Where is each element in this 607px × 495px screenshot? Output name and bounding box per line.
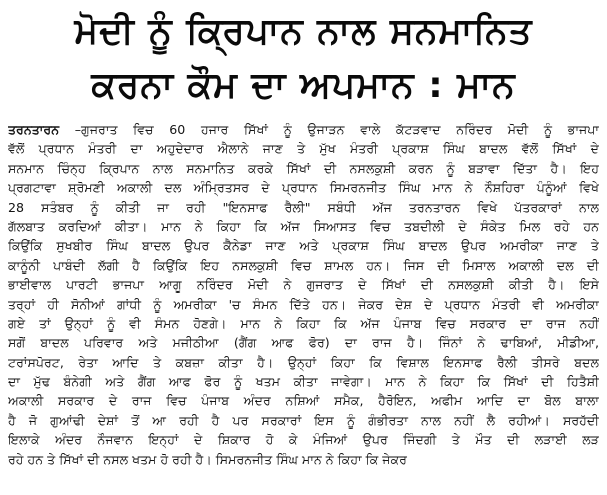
article-dateline: ਤਰਨਤਾਰਨ bbox=[8, 122, 60, 137]
article-line: ਭਾਈਵਾਲ ਪਾਰਟੀ ਭਾਜਪਾ ਆਗੂ ਨਰਿੰਦਰ ਮੋਦੀ ਨੇ ਗੁਜਰਾਤ ਦੇ ਸਿੱਖਾਂ ਦੀ ਨਸਲਕੁਸ਼ੀ ਕੀਤੀ ਹੈ। ਇਸੇ bbox=[8, 277, 599, 293]
article-line: ਦਾ ਮੁੱਢ ਬੰਨੇਗੀ ਅਤੇ ਗੈਂਗ ਆਫ ਫੋਰ ਨੂੰ ਖਤਮ ਕੀਤਾ ਜਾਵੇਗਾ। ਮਾਨ ਨੇ ਕਿਹਾ ਕਿ ਸਿੱਖਾਂ ਦੀ ਹਿਤੈਸ਼ੀ bbox=[8, 374, 599, 390]
article-line: ਅਕਾਲੀ ਸਰਕਾਰ ਦੇ ਰਾਜ ਵਿਚ ਪੰਜਾਬ ਅੰਦਰ ਨਸ਼ਿਆਂ ਸਮੈਕ, ਹੈਰੋਇਨ, ਅਫੀਮ ਆਦਿ ਦਾ ਬੋਲ ਬਾਲਾ bbox=[8, 393, 599, 409]
headline-line-1: ਮੋਦੀ ਨੂੰ ਕ੍ਰਿਪਾਨ ਨਾਲ ਸਨਮਾਨਿਤ bbox=[74, 11, 533, 52]
article-line: ਗੱਲਬਾਤ ਕਰਦਿਆਂ ਕੀਤਾ। ਮਾਨ ਨੇ ਕਿਹਾ ਕਿ ਅੱਜ ਸਿਆਸਤ ਵਿਚ ਤਬਦੀਲੀ ਦੇ ਸੰਕੇਤ ਮਿਲ ਰਹੇ ਹਨ bbox=[8, 218, 599, 234]
article-body bbox=[8, 120, 599, 469]
article-line: ਰਹੇ ਹਨ ਤੇ ਸਿੱਖਾਂ ਦੀ ਨਸਲ ਖਤਮ ਹੋ ਰਹੀ ਹੈ। ਸਿਮਰਨਜੀਤ ਸਿੰਘ ਮਾਨ ਨੇ ਕਿਹਾ ਕਿ ਜੇਕਰ bbox=[8, 451, 407, 467]
article-line: ਟਰਾਂਸਪੋਰਟ, ਰੇਤਾ ਆਦਿ ਤੇ ਕਬਜ਼ਾ ਕੀਤਾ ਹੈ। ਉਨ੍ਹਾਂ ਕਿਹਾ ਕਿ ਵਿਸ਼ਾਲ ਇਨਸਾਫ ਰੈਲੀ ਤੀਸਰੇ ਬਦਲ bbox=[8, 354, 599, 370]
article-line bbox=[8, 120, 599, 139]
article-line: ਇਲਾਕੇ ਅੰਦਰ ਨੌਜਵਾਨ ਇਨ੍ਹਾਂ ਦੇ ਸ਼ਿਕਾਰ ਹੋ ਕੇ ਮੰਜਿਆਂ ਉਪਰ ਜਿੰਦਗੀ ਤੇ ਮੌਤ ਦੀ ਲੜਾਈ ਲੜ bbox=[8, 432, 599, 448]
article-line: ਸਨਮਾਨ ਚਿੰਨ੍ਹ ਕ੍ਰਿਪਾਨ ਨਾਲ ਸਨਮਾਨਿਤ ਕਰਕੇ ਸਿੱਖਾਂ ਦੀ ਨਸਲਕੁਸ਼ੀ ਕਰਨ ਨੂੰ ਬੜਾਵਾ ਦਿੱਤਾ ਹੈ। ਇਹ bbox=[8, 160, 599, 176]
article-line: 28 ਸਤੰਬਰ ਨੂੰ ਕੀਤੀ ਜਾ ਰਹੀ "ਇਨਸਾਫ ਰੈਲੀ" ਸਬੰਧੀ ਅੱਜ ਤਰਨਤਾਰਨ ਵਿਖੇ ਪੱਤਰਕਾਰਾਂ ਨਾਲ bbox=[8, 199, 599, 215]
article-line: ਹੈ ਜੋ ਗੁਆਂਢੀ ਦੇਸ਼ਾਂ ਤੋਂ ਆ ਰਹੀ ਹੈ ਪਰ ਸਰਕਾਰਾਂ ਇਸ ਨੂੰ ਗੰਭੀਰਤਾ ਨਾਲ ਨਹੀਂ ਲੈ ਰਹੀਆਂ। ਸਰਹੱਦੀ bbox=[8, 412, 599, 428]
headline-line-2: ਕਰਨਾ ਕੌਮ ਦਾ ਅਪਮਾਨ : ਮਾਨ bbox=[91, 65, 516, 106]
article-headline bbox=[8, 6, 599, 114]
article-line: ਗਏ ਤਾਂ ਉਨ੍ਹਾਂ ਨੂੰ ਵੀ ਸੰਮਨ ਹੋਣਗੇ। ਮਾਨ ਨੇ ਕਿਹਾ ਕਿ ਅੱਜ ਪੰਜਾਬ ਵਿਚ ਸਰਕਾਰ ਦਾ ਰਾਜ ਨਹੀਂ bbox=[8, 315, 599, 331]
article-line: ਕਿਉਂਕਿ ਸੁਖਬੀਰ ਸਿੰਘ ਬਾਦਲ ਉਪਰ ਕੈਨੇਡਾ ਜਾਣ ਅਤੇ ਪ੍ਰਕਾਸ਼ ਸਿੰਘ ਬਾਦਲ ਉਪਰ ਅਮਰੀਕਾ ਜਾਣ ਤੇ bbox=[8, 238, 599, 254]
article-line: ਕਾਨੂੰਨੀ ਪਾਬੰਦੀ ਲੱਗੀ ਹੈ ਕਿਉਂਕਿ ਇਹ ਨਸਲਕੁਸ਼ੀ ਵਿਚ ਸ਼ਾਮਲ ਹਨ। ਜਿਸ ਦੀ ਮਿਸਾਲ ਅਕਾਲੀ ਦਲ ਦੀ bbox=[8, 257, 599, 273]
article-line: ਵੱਲੋਂ ਪ੍ਰਧਾਨ ਮੰਤਰੀ ਦਾ ਅਹੁਦੇਦਾਰ ਐਲਾਨੇ ਜਾਣ ਤੇ ਮੁੱਖ ਮੰਤਰੀ ਪ੍ਰਕਾਸ਼ ਸਿੰਘ ਬਾਦਲ ਵੱਲੋਂ ਸਿੱਖਾਂ ਦੇ bbox=[8, 141, 599, 157]
article-line: ਸਗੋਂ ਬਾਦਲ ਪਰਿਵਾਰ ਅਤੇ ਮਜੀਠੀਆ (ਗੈਂਗ ਆਫ ਫੋਰ) ਦਾ ਰਾਜ ਹੈ। ਜਿੰਨਾਂ ਨੇ ਢਾਬਿਆਂ, ਮੀਡੀਆ, bbox=[8, 335, 599, 351]
article-first-line-text: –ਗੁਜਰਾਤ ਵਿਚ 60 ਹਜਾਰ ਸਿੱਖਾਂ ਨੂੰ ਉਜਾੜਨ ਵਾਲੇ ਕੱਟੜਵਾਦ ਨਰਿੰਦਰ ਮੋਦੀ ਨੂੰ ਭਾਜਪਾ bbox=[59, 122, 599, 137]
article-line: ਪ੍ਰਗਟਾਵਾ ਸ਼੍ਰੋਮਣੀ ਅਕਾਲੀ ਦਲ ਅੰਮ੍ਰਿਤਸਰ ਦੇ ਪ੍ਰਧਾਨ ਸਿਮਰਨਜੀਤ ਸਿੰਘ ਮਾਨ ਨੇ ਨੌਸ਼ਹਿਰਾ ਪੰਨੂੰਆਂ ਵਿਖੇ bbox=[8, 180, 599, 196]
article-line: ਤਰ੍ਹਾਂ ਹੀ ਸੋਨੀਆਂ ਗਾਂਧੀ ਨੂੰ ਅਮਰੀਕਾ 'ਚ ਸੰਮਨ ਦਿੱਤੇ ਹਨ। ਜੇਕਰ ਦੇਸ਼ ਦੇ ਪ੍ਰਧਾਨ ਮੰਤਰੀ ਵੀ ਅਮਰੀਕਾ bbox=[8, 296, 599, 312]
